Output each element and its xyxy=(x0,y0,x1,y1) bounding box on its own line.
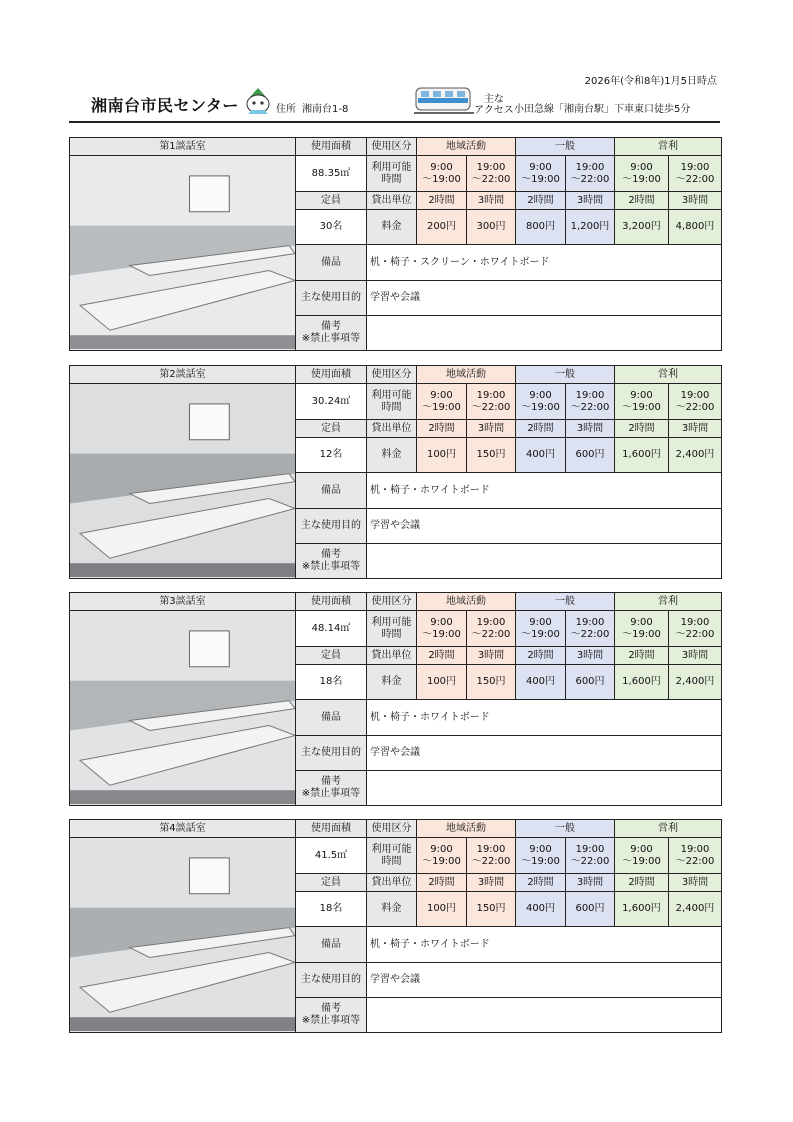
room-table xyxy=(69,365,722,579)
slot-evening: 19:00 ～22:00 xyxy=(566,384,615,420)
notes-value xyxy=(367,544,722,579)
unit-2h: 2時間 xyxy=(516,420,566,438)
capacity-value: 18名 xyxy=(296,892,367,927)
unit-3h: 3時間 xyxy=(669,647,722,665)
category-label: 使用区分 xyxy=(367,820,417,838)
room-name: 第4談話室 xyxy=(70,820,296,838)
unit-2h: 2時間 xyxy=(615,420,669,438)
capacity-value: 18名 xyxy=(296,665,367,700)
slot-evening: 19:00 ～22:00 xyxy=(566,611,615,647)
general-header: 一般 xyxy=(516,366,615,384)
unit-3h: 3時間 xyxy=(669,874,722,892)
slot-morning: 9:00 ～19:00 xyxy=(417,384,467,420)
unit-label: 貸出単位 xyxy=(367,420,417,438)
equipment-value: 机・椅子・ホワイトボード xyxy=(367,927,722,963)
address-label: 住所 xyxy=(276,104,296,115)
unit-2h: 2時間 xyxy=(516,874,566,892)
fee-commercial-3h: 4,800円 xyxy=(669,210,722,245)
fee-general-2h: 800円 xyxy=(516,210,566,245)
fee-local-2h: 100円 xyxy=(417,892,467,927)
room-block xyxy=(69,365,721,579)
equipment-value: 机・椅子・ホワイトボード xyxy=(367,473,722,509)
slot-evening: 19:00 ～22:00 xyxy=(467,384,516,420)
room-table xyxy=(69,137,722,351)
room-table xyxy=(69,592,722,806)
slot-morning: 9:00 ～19:00 xyxy=(615,611,669,647)
area-value: 48.14㎡ xyxy=(296,611,367,647)
unit-3h: 3時間 xyxy=(467,647,516,665)
room-photo xyxy=(70,156,296,351)
fee-local-3h: 300円 xyxy=(467,210,516,245)
unit-3h: 3時間 xyxy=(467,420,516,438)
purpose-label: 主な使用目的 xyxy=(296,963,367,998)
capacity-label: 定員 xyxy=(296,192,367,210)
unit-3h: 3時間 xyxy=(566,420,615,438)
slot-evening: 19:00 ～22:00 xyxy=(467,838,516,874)
room-photo xyxy=(70,611,296,806)
area-label: 使用面積 xyxy=(296,366,367,384)
area-value: 30.24㎡ xyxy=(296,384,367,420)
notes-value xyxy=(367,771,722,806)
fee-general-2h: 400円 xyxy=(516,438,566,473)
slot-evening: 19:00 ～22:00 xyxy=(669,384,722,420)
fee-general-3h: 600円 xyxy=(566,892,615,927)
slot-morning: 9:00 ～19:00 xyxy=(417,156,467,192)
mascot-icon xyxy=(242,84,274,116)
equipment-label: 備品 xyxy=(296,245,367,281)
room-photo-image xyxy=(70,611,295,804)
header-divider xyxy=(69,121,720,123)
slot-morning: 9:00 ～19:00 xyxy=(516,611,566,647)
category-label: 使用区分 xyxy=(367,366,417,384)
capacity-label: 定員 xyxy=(296,420,367,438)
fee-label: 料金 xyxy=(367,438,417,473)
notes-label: 備考 ※禁止事項等 xyxy=(296,544,367,579)
commercial-header: 営利 xyxy=(615,593,722,611)
hours-label: 利用可能 時間 xyxy=(367,838,417,874)
access-label-line2: アクセス xyxy=(474,105,514,116)
fee-general-2h: 400円 xyxy=(516,665,566,700)
unit-2h: 2時間 xyxy=(615,874,669,892)
area-value: 41.5㎡ xyxy=(296,838,367,874)
purpose-value: 学習や会議 xyxy=(367,736,722,771)
fee-commercial-3h: 2,400円 xyxy=(669,438,722,473)
category-label: 使用区分 xyxy=(367,593,417,611)
purpose-value: 学習や会議 xyxy=(367,963,722,998)
capacity-value: 30名 xyxy=(296,210,367,245)
slot-morning: 9:00 ～19:00 xyxy=(615,838,669,874)
slot-evening: 19:00 ～22:00 xyxy=(669,611,722,647)
equipment-value: 机・椅子・スクリーン・ホワイトボード xyxy=(367,245,722,281)
slot-morning: 9:00 ～19:00 xyxy=(615,384,669,420)
fee-commercial-2h: 1,600円 xyxy=(615,665,669,700)
slot-morning: 9:00 ～19:00 xyxy=(516,838,566,874)
fee-commercial-3h: 2,400円 xyxy=(669,665,722,700)
hours-label: 利用可能 時間 xyxy=(367,156,417,192)
unit-2h: 2時間 xyxy=(516,192,566,210)
slot-morning: 9:00 ～19:00 xyxy=(417,611,467,647)
fee-commercial-2h: 1,600円 xyxy=(615,892,669,927)
fee-local-3h: 150円 xyxy=(467,665,516,700)
purpose-label: 主な使用目的 xyxy=(296,736,367,771)
unit-2h: 2時間 xyxy=(417,420,467,438)
slot-morning: 9:00 ～19:00 xyxy=(516,384,566,420)
purpose-value: 学習や会議 xyxy=(367,509,722,544)
room-name: 第2談話室 xyxy=(70,366,296,384)
slot-morning: 9:00 ～19:00 xyxy=(516,156,566,192)
fee-local-2h: 200円 xyxy=(417,210,467,245)
room-photo-image xyxy=(70,384,295,577)
unit-3h: 3時間 xyxy=(566,647,615,665)
page-title: 湘南台市民センター xyxy=(91,96,239,115)
fee-label: 料金 xyxy=(367,892,417,927)
date-stamp: 2026年(令和8年)1月5日時点 xyxy=(584,76,717,87)
fee-local-3h: 150円 xyxy=(467,438,516,473)
fee-local-3h: 150円 xyxy=(467,892,516,927)
fee-local-2h: 100円 xyxy=(417,438,467,473)
access-label xyxy=(474,94,514,116)
slot-evening: 19:00 ～22:00 xyxy=(467,156,516,192)
unit-label: 貸出単位 xyxy=(367,647,417,665)
area-label: 使用面積 xyxy=(296,820,367,838)
notes-label: 備考 ※禁止事項等 xyxy=(296,771,367,806)
unit-2h: 2時間 xyxy=(615,192,669,210)
area-label: 使用面積 xyxy=(296,593,367,611)
access-label-line1: 主な xyxy=(483,94,504,105)
general-header: 一般 xyxy=(516,593,615,611)
area-value: 88.35㎡ xyxy=(296,156,367,192)
unit-3h: 3時間 xyxy=(467,192,516,210)
slot-evening: 19:00 ～22:00 xyxy=(566,156,615,192)
room-block xyxy=(69,819,721,1033)
commercial-header: 営利 xyxy=(615,366,722,384)
room-photo xyxy=(70,384,296,579)
notes-value xyxy=(367,998,722,1033)
fee-general-3h: 600円 xyxy=(566,438,615,473)
hours-label: 利用可能 時間 xyxy=(367,384,417,420)
unit-3h: 3時間 xyxy=(467,874,516,892)
purpose-label: 主な使用目的 xyxy=(296,281,367,316)
room-block xyxy=(69,592,721,806)
unit-2h: 2時間 xyxy=(516,647,566,665)
slot-evening: 19:00 ～22:00 xyxy=(566,838,615,874)
category-label: 使用区分 xyxy=(367,138,417,156)
purpose-label: 主な使用目的 xyxy=(296,509,367,544)
room-table xyxy=(69,819,722,1033)
capacity-value: 12名 xyxy=(296,438,367,473)
slot-evening: 19:00 ～22:00 xyxy=(669,838,722,874)
fee-label: 料金 xyxy=(367,665,417,700)
equipment-label: 備品 xyxy=(296,700,367,736)
local-header: 地域活動 xyxy=(417,138,516,156)
purpose-value: 学習や会議 xyxy=(367,281,722,316)
unit-3h: 3時間 xyxy=(566,192,615,210)
unit-label: 貸出単位 xyxy=(367,192,417,210)
commercial-header: 営利 xyxy=(615,820,722,838)
fee-commercial-2h: 1,600円 xyxy=(615,438,669,473)
unit-2h: 2時間 xyxy=(615,647,669,665)
room-name: 第3談話室 xyxy=(70,593,296,611)
fee-commercial-3h: 2,400円 xyxy=(669,892,722,927)
notes-value xyxy=(367,316,722,351)
hours-label: 利用可能 時間 xyxy=(367,611,417,647)
general-header: 一般 xyxy=(516,138,615,156)
unit-2h: 2時間 xyxy=(417,874,467,892)
slot-morning: 9:00 ～19:00 xyxy=(417,838,467,874)
address-value: 湘南台1-8 xyxy=(302,104,349,115)
room-photo xyxy=(70,838,296,1033)
unit-3h: 3時間 xyxy=(566,874,615,892)
fee-general-3h: 600円 xyxy=(566,665,615,700)
capacity-label: 定員 xyxy=(296,647,367,665)
equipment-label: 備品 xyxy=(296,473,367,509)
area-label: 使用面積 xyxy=(296,138,367,156)
capacity-label: 定員 xyxy=(296,874,367,892)
fee-local-2h: 100円 xyxy=(417,665,467,700)
fee-general-2h: 400円 xyxy=(516,892,566,927)
fee-general-3h: 1,200円 xyxy=(566,210,615,245)
room-photo-image xyxy=(70,838,295,1031)
local-header: 地域活動 xyxy=(417,820,516,838)
notes-label: 備考 ※禁止事項等 xyxy=(296,998,367,1033)
address xyxy=(276,100,348,115)
fee-commercial-2h: 3,200円 xyxy=(615,210,669,245)
slot-evening: 19:00 ～22:00 xyxy=(467,611,516,647)
train-icon xyxy=(414,84,474,118)
unit-label: 貸出単位 xyxy=(367,874,417,892)
commercial-header: 営利 xyxy=(615,138,722,156)
equipment-label: 備品 xyxy=(296,927,367,963)
unit-3h: 3時間 xyxy=(669,192,722,210)
notes-label: 備考 ※禁止事項等 xyxy=(296,316,367,351)
slot-morning: 9:00 ～19:00 xyxy=(615,156,669,192)
unit-3h: 3時間 xyxy=(669,420,722,438)
room-photo-image xyxy=(70,156,295,349)
unit-2h: 2時間 xyxy=(417,647,467,665)
equipment-value: 机・椅子・ホワイトボード xyxy=(367,700,722,736)
local-header: 地域活動 xyxy=(417,366,516,384)
room-block xyxy=(69,137,721,351)
local-header: 地域活動 xyxy=(417,593,516,611)
room-name: 第1談話室 xyxy=(70,138,296,156)
general-header: 一般 xyxy=(516,820,615,838)
fee-label: 料金 xyxy=(367,210,417,245)
slot-evening: 19:00 ～22:00 xyxy=(669,156,722,192)
unit-2h: 2時間 xyxy=(417,192,467,210)
access-value: 小田急線「湘南台駅」下車東口徒歩5分 xyxy=(514,104,691,115)
